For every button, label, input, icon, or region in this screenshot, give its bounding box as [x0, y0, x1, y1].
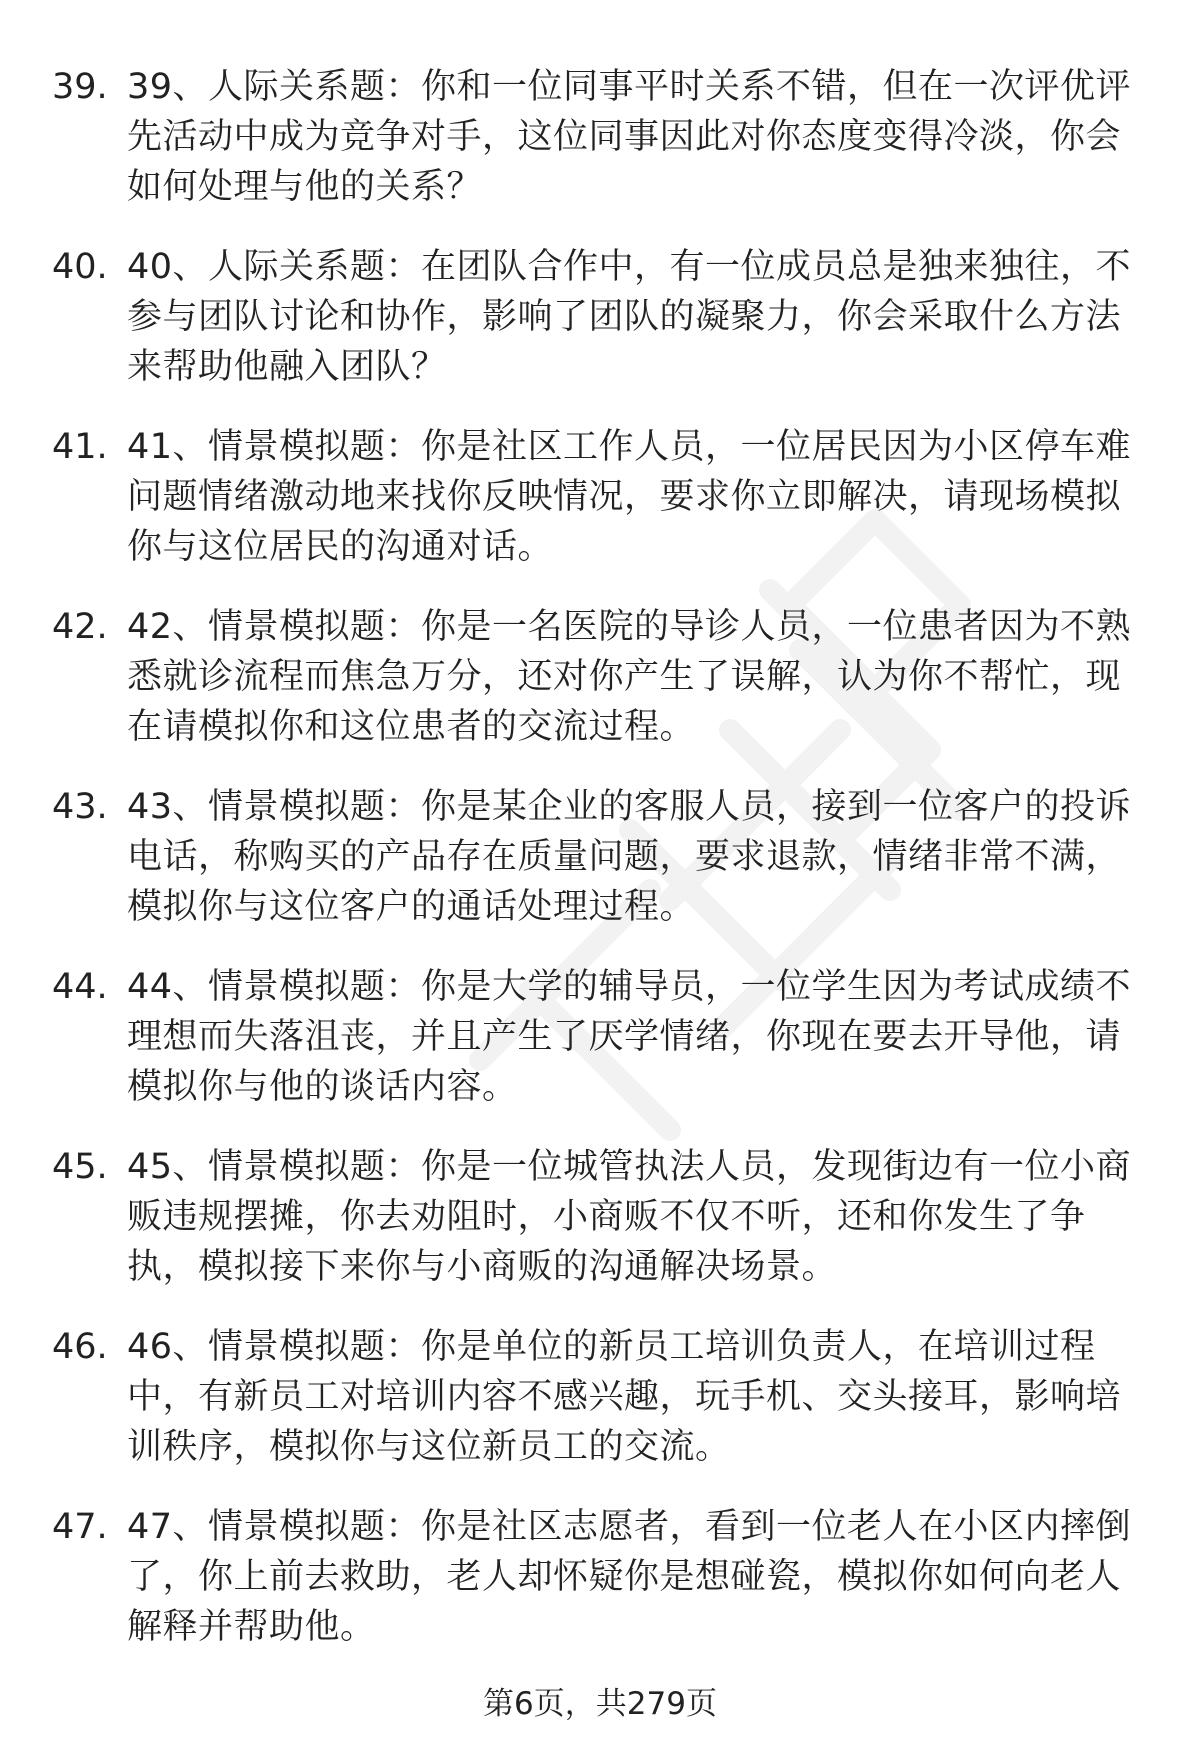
question-item-44 — [0, 962, 1200, 1142]
question-number: 44. — [52, 967, 108, 1007]
question-number: 47. — [52, 1507, 108, 1547]
question-text: 43、情景模拟题：你是某企业的客服人员，接到一位客户的投诉电话，称购买的产品存在质量问题，要求退款，情绪非常不满，模拟你与这位客户的通话处理过程。 — [127, 787, 1132, 927]
question-item-42 — [0, 602, 1200, 782]
question-list — [0, 62, 1200, 1682]
question-number: 46. — [52, 1327, 108, 1367]
question-number: 45. — [52, 1147, 108, 1187]
question-item-39 — [0, 62, 1200, 242]
question-text: 42、情景模拟题：你是一名医院的导诊人员，一位患者因为不熟悉就诊流程而焦急万分，还对你产生了误解，认为你不帮忙，现在请模拟你和这位患者的交流过程。 — [127, 607, 1132, 747]
question-number: 39. — [52, 67, 108, 107]
question-number: 43. — [52, 787, 108, 827]
question-item-40 — [0, 242, 1200, 422]
question-number: 40. — [52, 247, 108, 287]
question-item-47 — [0, 1502, 1200, 1682]
page-footer: 第6页，共279页 — [483, 1686, 717, 1722]
question-text: 46、情景模拟题：你是单位的新员工培训负责人，在培训过程中，有新员工对培训内容不感兴趣，玩手机、交头接耳，影响培训秩序，模拟你与这位新员工的交流。 — [127, 1327, 1122, 1467]
question-text: 44、情景模拟题：你是大学的辅导员，一位学生因为考试成绩不理想而失落沮丧，并且产生了厌学情绪，你现在要去开导他，请模拟你与他的谈话内容。 — [127, 967, 1132, 1107]
question-text: 47、情景模拟题：你是社区志愿者，看到一位老人在小区内摔倒了，你上前去救助，老人却怀疑你是想碰瓷，模拟你如何向老人解释并帮助他。 — [127, 1507, 1132, 1647]
question-text: 40、人际关系题：在团队合作中，有一位成员总是独来独往，不参与团队讨论和协作，影响了团队的凝聚力，你会采取什么方法来帮助他融入团队？ — [127, 247, 1132, 387]
question-item-46 — [0, 1322, 1200, 1502]
question-number: 42. — [52, 607, 108, 647]
question-text: 39、人际关系题：你和一位同事平时关系不错，但在一次评优评先活动中成为竞争对手，这位同事因此对你态度变得冷淡，你会如何处理与他的关系？ — [127, 67, 1132, 207]
question-text: 41、情景模拟题：你是社区工作人员，一位居民因为小区停车难问题情绪激动地来找你反映情况，要求你立即解决，请现场模拟你与这位居民的沟通对话。 — [127, 427, 1132, 567]
question-item-45 — [0, 1142, 1200, 1322]
question-number: 41. — [52, 427, 108, 467]
question-text: 45、情景模拟题：你是一位城管执法人员，发现街边有一位小商贩违规摆摊，你去劝阻时，小商贩不仅不听，还和你发生了争执，模拟接下来你与小商贩的沟通解决场景。 — [127, 1147, 1132, 1287]
question-item-43 — [0, 782, 1200, 962]
question-item-41 — [0, 422, 1200, 602]
